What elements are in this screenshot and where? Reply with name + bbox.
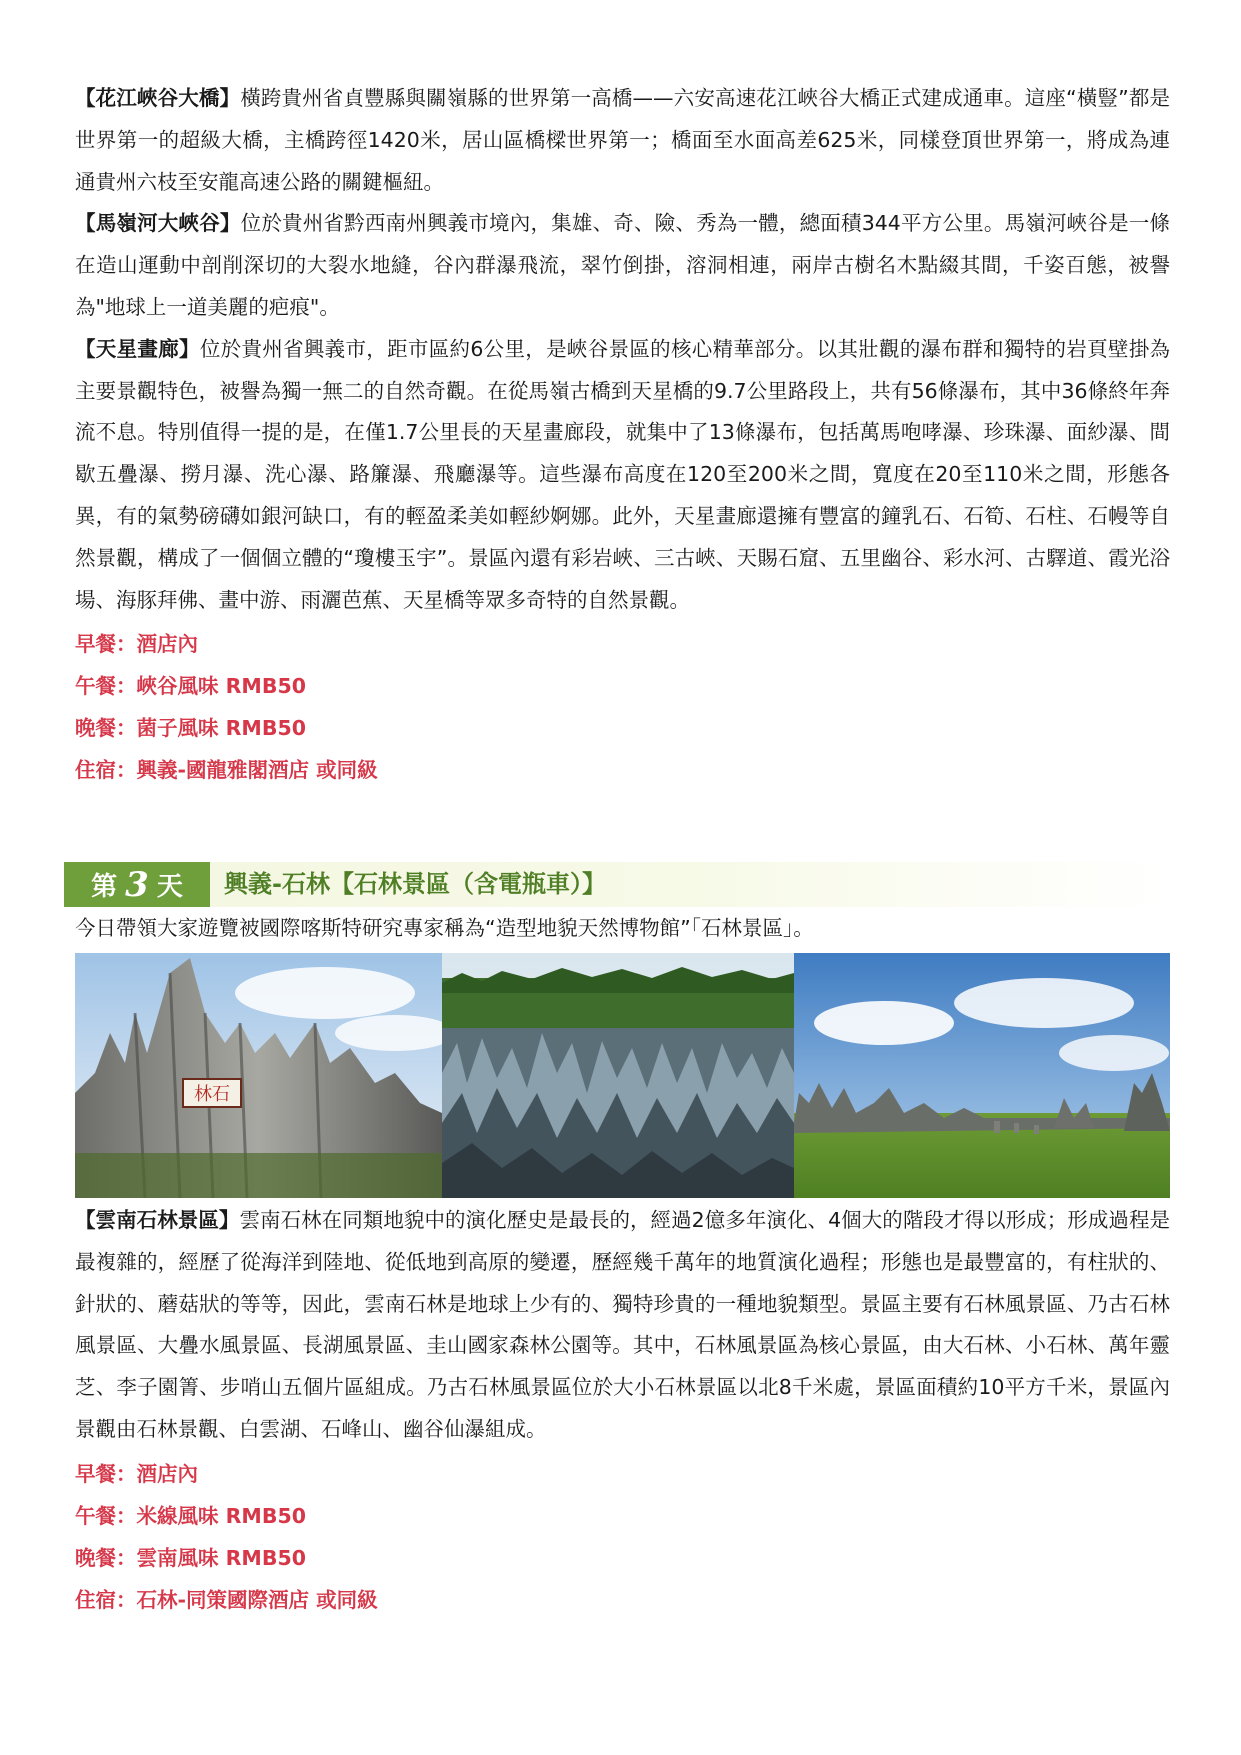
day2-section [75, 78, 1170, 791]
paragraph-tianxing-gallery [75, 329, 1170, 622]
paragraph-title: 【雲南石林景區】 [75, 1208, 240, 1232]
paragraph-text: 位於貴州省興義市，距市區約6公里，是峽谷景區的核心精華部分。以其壯觀的瀑布群和獨特的岩頁壁掛為主要景觀特色，被譽為獨一無二的自然奇觀。在從馬嶺古橋到天星橋的9.7公里路段上，共有56條瀑布，其中36條終年奔流不息。特別值得一提的是，在僅1.7公里長的天星畫廊段，就集中了13條瀑布，包括萬馬咆哮瀑、珍珠瀑、面紗瀑、間歇五疊瀑、撈月瀑、洗心瀑、路簾瀑、飛廳瀑等。這些瀑布高度在120至200米之間，寬度在20至110米之間，形態各異，有的氣勢磅礴如銀河缺口，有的輕盈柔美如輕紗婀娜。此外，天星畫廊還擁有豐富的鐘乳石、石筍、石柱、石幔等自然景觀，構成了一個個立體的“瓊樓玉宇”。景區內還有彩岩峽、三古峽、天賜石窟、五里幽谷、彩水河、古驛道、霞光浴場、海豚拜佛、畫中游、雨灑芭蕉、天星橋等眾多奇特的自然景觀。 [75, 336, 1170, 612]
paragraph-yunnan-stone-forest [75, 1200, 1170, 1451]
day-prefix: 第 [91, 872, 118, 902]
hotel-line: 住宿：興義-國龍雅閣酒店 或同級 [75, 758, 378, 783]
stone-forest-sign-text: 林石 [194, 1084, 230, 1105]
lunch-line: 午餐：峽谷風味 RMB50 [75, 674, 306, 699]
paragraph-text: 位於貴州省黔西南州興義市境內，集雄、奇、險、秀為一體，總面積344平方公里。馬嶺河峽谷是一條在造山運動中剖削深切的大裂水地縫，谷內群瀑飛流，翠竹倒掛，溶洞相連，兩岸古樹名木點綴其間，千姿百態，被譽為"地球上一道美麗的疤痕"。 [75, 211, 1170, 319]
photo-strip [75, 953, 1170, 1198]
stone-forest-photo-1 [75, 953, 442, 1198]
day3-header [64, 862, 1170, 907]
dinner-line: 晚餐：雲南風味 RMB50 [75, 1545, 306, 1570]
breakfast-line: 早餐：酒店內 [75, 1461, 198, 1486]
lunch-line: 午餐：米線風味 RMB50 [75, 1503, 306, 1528]
hotel-line: 住宿：石林-同策國際酒店 或同級 [75, 1587, 378, 1612]
paragraph-malinghe-canyon [75, 203, 1170, 328]
stone-forest-spires-image [442, 953, 794, 1198]
stone-forest-meadow-image [794, 953, 1170, 1198]
day2-meals [75, 623, 1170, 791]
day-number: 3 [125, 864, 149, 905]
day3-section [75, 1200, 1170, 1621]
day-suffix: 天 [156, 872, 183, 902]
day-title: 興義-石林【石林景區（含電瓶車）】 [224, 870, 606, 898]
paragraph-text: 橫跨貴州省貞豐縣與關嶺縣的世界第一高橋——六安高速花江峽谷大橋正式建成通車。這座“橫豎”都是世界第一的超級大橋，主橋跨徑1420米，居山區橋樑世界第一；橋面至水面高差625米，同樣登頂世界第一，將成為連通貴州六枝至安龍高速公路的關鍵樞紐。 [75, 86, 1170, 194]
paragraph-huajiang-bridge [75, 78, 1170, 203]
paragraph-text: 雲南石林在同類地貌中的演化歷史是最長的，經過2億多年演化、4個大的階段才得以形成；形成過程是最複雜的，經歷了從海洋到陸地、從低地到高原的變遷，歷經幾千萬年的地質演化過程；形態也是最豐富的，有柱狀的、針狀的、蘑菇狀的等等，因此，雲南石林是地球上少有的、獨特珍貴的一種地貌類型。景區主要有石林風景區、乃古石林風景區、大疊水風景區、長湖風景區、圭山國家森林公園等。其中，石林風景區為核心景區，由大石林、小石林、萬年靈芝、李子園箐、步哨山五個片區組成。乃古石林風景區位於大小石林景區以北8千米處，景區面積約10平方千米，景區內景觀由石林景觀、白雲湖、石峰山、幽谷仙瀑組成。 [75, 1208, 1171, 1441]
paragraph-title: 【馬嶺河大峽谷】 [75, 211, 241, 236]
stone-forest-cliffs-image [75, 953, 442, 1198]
day3-meals [75, 1453, 1170, 1621]
breakfast-line: 早餐：酒店內 [75, 632, 198, 657]
day3-intro: 今日帶領大家遊覽被國際喀斯特研究專家稱為“造型地貌天然博物館”「石林景區」。 [75, 916, 814, 940]
paragraph-title: 【花江峽谷大橋】 [75, 86, 241, 110]
dinner-line: 晚餐：菌子風味 RMB50 [75, 716, 306, 741]
day-number-badge [64, 862, 210, 907]
paragraph-title: 【天星畫廊】 [75, 336, 200, 361]
stone-forest-photo-2 [442, 953, 794, 1198]
stone-forest-photo-3 [794, 953, 1170, 1198]
